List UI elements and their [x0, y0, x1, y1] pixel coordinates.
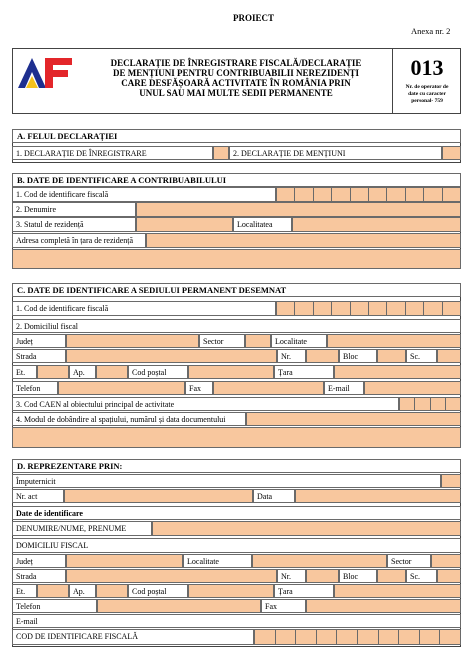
anaf-logo-icon — [16, 52, 76, 96]
c-nr-input[interactable] — [306, 349, 339, 363]
c-cif-input[interactable] — [276, 301, 461, 316]
section-b-title: B. DATE DE IDENTIFICARE A CONTRIBUABILULUI — [12, 173, 461, 187]
c-locality-input[interactable] — [327, 334, 461, 348]
d-sc-input[interactable] — [437, 569, 461, 583]
c-nr-label: Nr. — [277, 349, 306, 363]
d-postal-input[interactable] — [188, 584, 274, 598]
d-date-input[interactable] — [295, 489, 461, 503]
d-locality-label: Localitate — [183, 554, 252, 568]
d-mandate-checkbox[interactable] — [441, 474, 461, 488]
c-cif-label: 1. Cod de identificare fiscală — [12, 301, 276, 316]
d-act-label: Nr. act — [12, 489, 64, 503]
c-sc-input[interactable] — [437, 349, 461, 363]
d-country-label: Țara — [274, 584, 334, 598]
c-mode-input-1[interactable] — [246, 412, 461, 426]
d-locality-input[interactable] — [252, 554, 387, 568]
c-postal-label: Cod poștal — [128, 365, 188, 379]
c-phone-label: Telefon — [12, 381, 58, 395]
d-email-label: E-mail — [12, 614, 461, 628]
c-domicile-label: 2. Domiciliul fiscal — [12, 319, 461, 333]
c-email-input[interactable] — [364, 381, 461, 395]
b-address-input-2[interactable] — [12, 249, 461, 269]
d-floor-label: Et. — [12, 584, 37, 598]
option-changes: 2. DECLARAȚIE DE MENȚIUNI — [229, 146, 442, 160]
operator-note-line-1: Nr. de operator de — [405, 84, 449, 90]
b-state-input[interactable] — [136, 217, 233, 232]
c-caen-input[interactable] — [399, 397, 461, 411]
form-title — [86, 58, 386, 98]
c-county-label: Județ — [12, 334, 66, 348]
changes-checkbox[interactable] — [442, 146, 461, 160]
d-phone-label: Telefon — [12, 599, 97, 613]
header-divider — [392, 48, 393, 114]
d-fax-label: Fax — [261, 599, 306, 613]
c-postal-input[interactable] — [188, 365, 274, 379]
c-sc-label: Sc. — [406, 349, 437, 363]
annex-label: Anexa nr. 2 — [411, 26, 451, 36]
d-date-label: Data — [253, 489, 295, 503]
d-name-label: DENUMIRE/NUME, PRENUME — [12, 521, 152, 536]
title-line-4: UNUL SAU MAI MULTE SEDII PERMANENTE — [139, 88, 333, 98]
d-phone-input[interactable] — [97, 599, 261, 613]
d-sc-label: Sc. — [406, 569, 437, 583]
c-email-label: E-mail — [324, 381, 364, 395]
d-county-input[interactable] — [66, 554, 183, 568]
d-ident-label: Date de identificare — [12, 506, 461, 520]
d-block-input[interactable] — [377, 569, 406, 583]
c-locality-label: Localitate — [271, 334, 327, 348]
c-mode-label: 4. Modul de dobândire al spațiului, numărul și data documentului — [12, 412, 246, 426]
d-domicile-label: DOMICILIU FISCAL — [12, 538, 461, 553]
c-block-label: Bloc — [339, 349, 377, 363]
option-registration: 1. DECLARAȚIE DE ÎNREGISTRARE — [12, 146, 213, 160]
c-county-input[interactable] — [66, 334, 199, 348]
b-cif-input[interactable] — [276, 187, 461, 202]
title-line-2: DE MENȚIUNI PENTRU CONTRIBUABILII NEREZIDENȚI — [112, 68, 360, 78]
d-street-label: Strada — [12, 569, 66, 583]
d-ap-input[interactable] — [96, 584, 128, 598]
d-cif-input[interactable] — [254, 629, 461, 645]
c-floor-input[interactable] — [37, 365, 69, 379]
d-name-input[interactable] — [152, 521, 461, 536]
section-a-title: A. FELUL DECLARAȚIEI — [12, 129, 461, 143]
b-address-label: Adresa completă în țara de rezidență — [12, 233, 146, 248]
c-floor-label: Et. — [12, 365, 37, 379]
d-country-input[interactable] — [334, 584, 461, 598]
d-sector-input[interactable] — [431, 554, 461, 568]
c-ap-input[interactable] — [96, 365, 128, 379]
d-sector-label: Sector — [387, 554, 431, 568]
b-name-label: 2. Denumire — [12, 202, 136, 217]
d-ap-label: Ap. — [69, 584, 96, 598]
c-caen-label: 3. Cod CAEN al obiectului principal de activitate — [12, 397, 399, 411]
d-fax-input[interactable] — [306, 599, 461, 613]
d-cif-label: COD DE IDENTIFICARE FISCALĂ — [12, 629, 254, 645]
b-address-input-1[interactable] — [146, 233, 461, 248]
c-sector-input[interactable] — [245, 334, 271, 348]
d-mandate-label: Împuternicit — [12, 474, 441, 488]
operator-note-line-3: personal- 759 — [411, 98, 443, 104]
c-block-input[interactable] — [377, 349, 406, 363]
c-country-label: Țara — [274, 365, 334, 379]
d-floor-input[interactable] — [37, 584, 69, 598]
b-locality-input[interactable] — [292, 217, 461, 232]
project-label: PROIECT — [233, 13, 275, 23]
c-country-input[interactable] — [334, 365, 461, 379]
c-fax-input[interactable] — [213, 381, 324, 395]
d-postal-label: Cod poștal — [128, 584, 188, 598]
form-code: 013 — [410, 55, 444, 80]
c-fax-label: Fax — [185, 381, 213, 395]
c-mode-input-2[interactable] — [12, 427, 461, 448]
title-line-3: CARE DESFĂȘOARĂ ACTIVITATE ÎN ROMÂNIA PRIN — [121, 78, 351, 88]
d-nr-label: Nr. — [277, 569, 306, 583]
b-cif-label: 1. Cod de identificare fiscală — [12, 187, 276, 202]
c-phone-input[interactable] — [58, 381, 185, 395]
b-name-input[interactable] — [136, 202, 461, 217]
d-county-label: Județ — [12, 554, 66, 568]
d-block-label: Bloc — [339, 569, 377, 583]
title-line-1: DECLARAȚIE DE ÎNREGISTRARE FISCALĂ/DECLARAȚIE — [110, 58, 362, 68]
c-sector-label: Sector — [199, 334, 245, 348]
d-nr-input[interactable] — [306, 569, 339, 583]
c-street-input[interactable] — [66, 349, 277, 363]
c-street-label: Strada — [12, 349, 66, 363]
d-act-input[interactable] — [64, 489, 253, 503]
registration-checkbox[interactable] — [213, 146, 229, 160]
section-d-title: D. REPREZENTARE PRIN: — [12, 459, 461, 473]
d-street-input[interactable] — [66, 569, 277, 583]
c-ap-label: Ap. — [69, 365, 96, 379]
operator-note-line-2: date cu caracter — [408, 91, 446, 97]
b-locality-label: Localitatea — [233, 217, 292, 232]
section-c-title: C. DATE DE IDENTIFICARE A SEDIULUI PERMANENT DESEMNAT — [12, 283, 461, 297]
b-state-label: 3. Statul de rezidență — [12, 217, 136, 232]
operator-note — [396, 84, 458, 105]
